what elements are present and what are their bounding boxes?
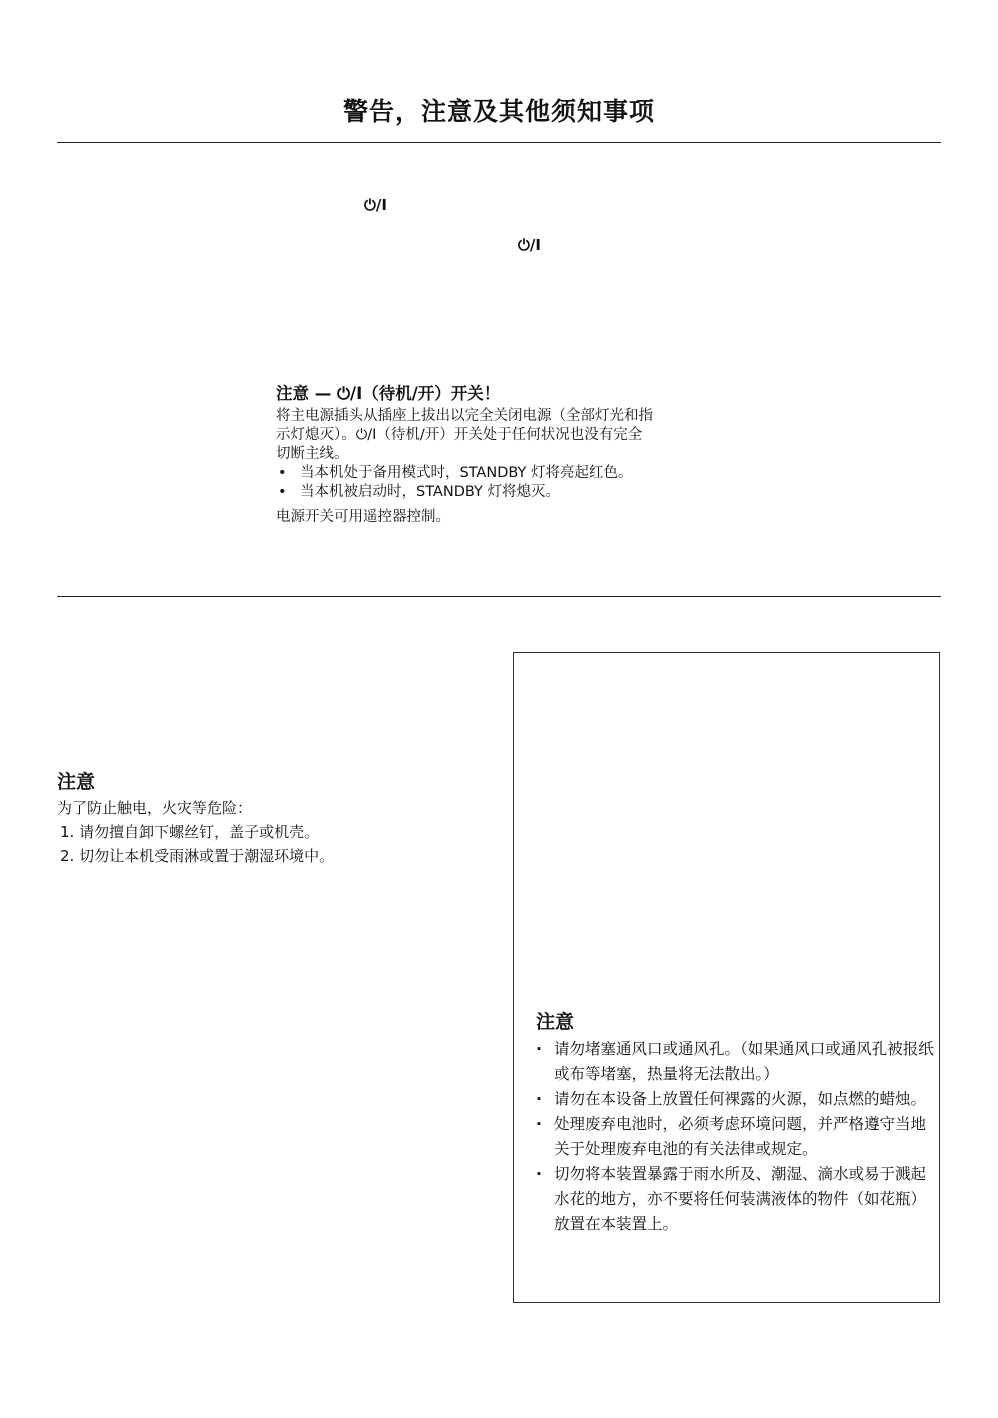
list-item: • 当本机处于备用模式时，STANDBY 灯将亮起红色。 [276, 464, 716, 483]
list-item: · 处理废弃电池时，必须考虑环境问题，并严格遵守当地关于处理废弃电池的有关法律或规定。 [536, 1112, 936, 1162]
standby-notice-line: 切断主线。 [276, 446, 349, 462]
electric-shock-caution [57, 770, 477, 868]
standby-switch-notice [276, 384, 716, 527]
standby-notice-heading: 注意 — ⏻/I（待机/开）开关！ [276, 384, 501, 403]
section-divider [57, 596, 941, 597]
ventilation-caution [536, 1010, 936, 1237]
top-divider [57, 142, 941, 143]
list-item: · 请勿堵塞通风口或通风孔。（如果通风口或通风孔被报纸或布等堵塞，热量将无法散出。） [536, 1037, 936, 1087]
list-item: · 请勿在本设备上放置任何裸露的火源，如点燃的蜡烛。 [536, 1087, 936, 1112]
caution-intro: 为了防止触电，火灾等危险： [57, 799, 253, 817]
standby-notice-line: 示灯熄灭）。⏻/I（待机/开）开关处于任何状况也没有完全 [276, 427, 643, 443]
caution-list [536, 1037, 936, 1237]
standby-notice-line: 将主电源插头从插座上拔出以完全关闭电源（全部灯光和指 [276, 408, 653, 424]
caution-list [57, 820, 477, 868]
power-standby-icon: ⏻/I [518, 236, 541, 254]
remote-control-note: 电源开关可用遥控器控制。 [276, 509, 450, 525]
list-item: • 当本机被启动时，STANDBY 灯将熄灭。 [276, 483, 716, 502]
list-item: 1. 请勿擅自卸下螺丝钉，盖子或机壳。 [60, 823, 320, 841]
power-standby-icon: ⏻/I [364, 196, 387, 214]
standby-bullet-list [276, 464, 716, 502]
list-item: 2. 切勿让本机受雨淋或置于潮湿环境中。 [60, 847, 335, 865]
caution-heading: 注意 [57, 771, 96, 793]
list-item: · 切勿将本装置暴露于雨水所及、潮湿、滴水或易于溅起水花的地方，亦不要将任何装满液体的物件（如花瓶）放置在本装置上。 [536, 1162, 936, 1237]
page-title: 警告，注意及其他须知事项 [342, 97, 655, 126]
caution-heading: 注意 [536, 1011, 575, 1033]
